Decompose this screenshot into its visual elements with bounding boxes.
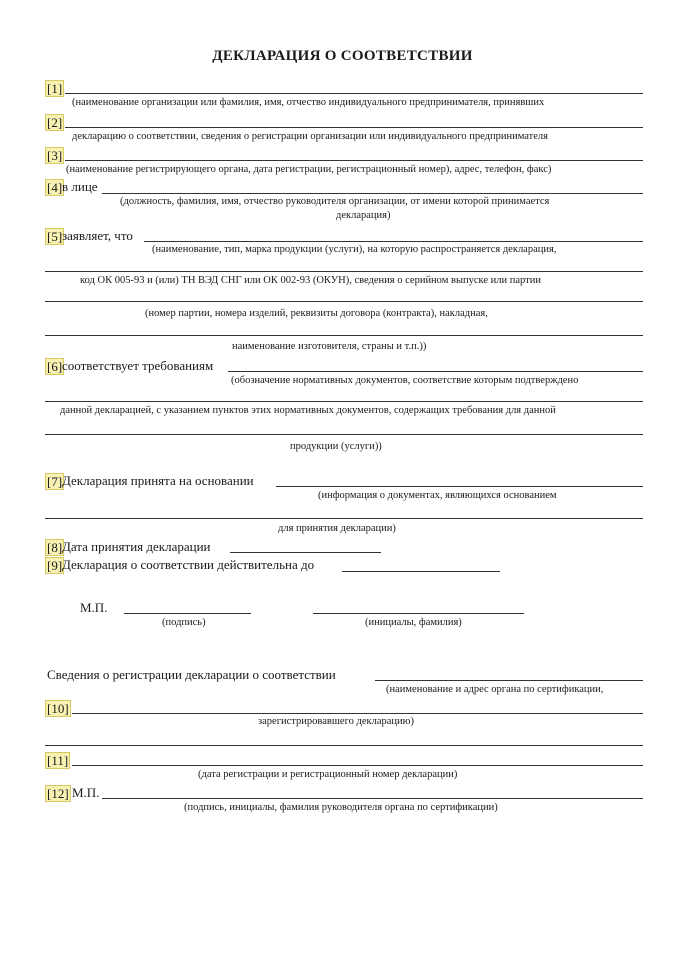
caption-7b: для принятия декларации) bbox=[278, 523, 396, 534]
signature-line[interactable] bbox=[124, 613, 251, 614]
label-in-person: в лице bbox=[62, 179, 98, 194]
field-marker-10: [10] bbox=[47, 701, 69, 716]
field-line-2[interactable] bbox=[65, 127, 643, 128]
caption-2: декларацию о соответствии, сведения о регистрации организации или индивидуального предпринимателя bbox=[72, 131, 548, 142]
field-line-7a[interactable] bbox=[276, 486, 643, 487]
caption-6a: (обозначение нормативных документов, соответствие которым подтверждено bbox=[231, 375, 579, 386]
caption-4a: (должность, фамилия, имя, отчество руководителя организации, от имени которой принимается bbox=[120, 196, 550, 207]
stamp-place-label: М.П. bbox=[80, 600, 108, 615]
field-line-5b[interactable] bbox=[45, 271, 643, 272]
field-line-6c[interactable] bbox=[45, 434, 643, 435]
field-line-10b[interactable] bbox=[45, 745, 643, 746]
field-line-1[interactable] bbox=[65, 93, 643, 94]
caption-12: (подпись, инициалы, фамилия руководителя органа по сертификации) bbox=[184, 802, 498, 813]
label-acceptance-date: Дата принятия декларации bbox=[62, 539, 211, 554]
field-marker-7: [7] bbox=[47, 474, 63, 489]
field-line-10[interactable] bbox=[72, 713, 643, 714]
initials-line[interactable] bbox=[313, 613, 524, 614]
field-line-3[interactable] bbox=[65, 160, 643, 161]
field-marker-12: [12] bbox=[47, 786, 69, 801]
field-line-5a[interactable] bbox=[144, 241, 643, 242]
field-marker-8: [8] bbox=[47, 540, 63, 555]
caption-6b: данной декларацией, с указанием пунктов этих нормативных документов, содержащих требования для данной bbox=[60, 405, 556, 416]
document-title: ДЕКЛАРАЦИЯ О СООТВЕТСТВИИ bbox=[212, 48, 473, 64]
caption-initials: (инициалы, фамилия) bbox=[365, 617, 462, 628]
caption-5b: код ОК 005-93 и (или) ТН ВЭД СНГ или ОК 002-93 (ОКУН), сведения о серийном выпуске или партии bbox=[80, 275, 541, 286]
caption-11: (дата регистрации и регистрационный номер декларации) bbox=[198, 769, 458, 780]
label-stamp-place-12: М.П. bbox=[72, 785, 100, 800]
label-valid-until: Декларация о соответствии действительна до bbox=[62, 557, 315, 572]
field-line-6b[interactable] bbox=[45, 401, 643, 402]
label-declares: заявляет, что bbox=[62, 228, 133, 243]
caption-signature: (подпись) bbox=[162, 617, 206, 628]
caption-10b: зарегистрировавшего декларацию) bbox=[258, 716, 414, 727]
label-accepted-basis: Декларация принята на основании bbox=[62, 473, 254, 488]
field-line-8[interactable] bbox=[230, 552, 381, 553]
field-marker-9: [9] bbox=[47, 558, 63, 573]
caption-4b: декларация) bbox=[336, 210, 391, 221]
caption-3: (наименование регистрирующего органа, дата регистрации, регистрационный номер), адрес, телефон, факс) bbox=[66, 164, 552, 175]
field-line-5d[interactable] bbox=[45, 335, 643, 336]
label-registration-info: Сведения о регистрации декларации о соответствии bbox=[47, 667, 336, 682]
field-marker-4: [4] bbox=[47, 180, 63, 195]
field-line-7b[interactable] bbox=[45, 518, 643, 519]
field-line-12[interactable] bbox=[102, 798, 643, 799]
field-line-9[interactable] bbox=[342, 571, 500, 572]
field-marker-5: [5] bbox=[47, 229, 63, 244]
label-complies: соответствует требованиям bbox=[62, 358, 214, 373]
field-marker-1: [1] bbox=[47, 81, 63, 96]
caption-5c: (номер партии, номера изделий, реквизиты договора (контракта), накладная, bbox=[145, 308, 488, 319]
field-marker-2: [2] bbox=[47, 115, 63, 130]
field-line-11[interactable] bbox=[72, 765, 643, 766]
caption-5a: (наименование, тип, марка продукции (услуги), на которую распространяется декларация, bbox=[152, 244, 557, 255]
caption-6c: продукции (услуги)) bbox=[290, 441, 382, 452]
field-line-6a[interactable] bbox=[228, 371, 643, 372]
caption-7a: (информация о документах, являющихся основанием bbox=[318, 490, 557, 501]
caption-1: (наименование организации или фамилия, имя, отчество индивидуального предпринимателя, принявших bbox=[72, 97, 545, 108]
field-marker-6: [6] bbox=[47, 359, 63, 374]
field-line-4[interactable] bbox=[102, 193, 643, 194]
field-marker-11: [11] bbox=[47, 753, 69, 768]
field-line-5c[interactable] bbox=[45, 301, 643, 302]
caption-5d: наименование изготовителя, страны и т.п.)) bbox=[232, 341, 427, 352]
field-marker-3: [3] bbox=[47, 148, 63, 163]
field-line-registration[interactable] bbox=[375, 680, 643, 681]
caption-10a: (наименование и адрес органа по сертификации, bbox=[386, 684, 604, 695]
